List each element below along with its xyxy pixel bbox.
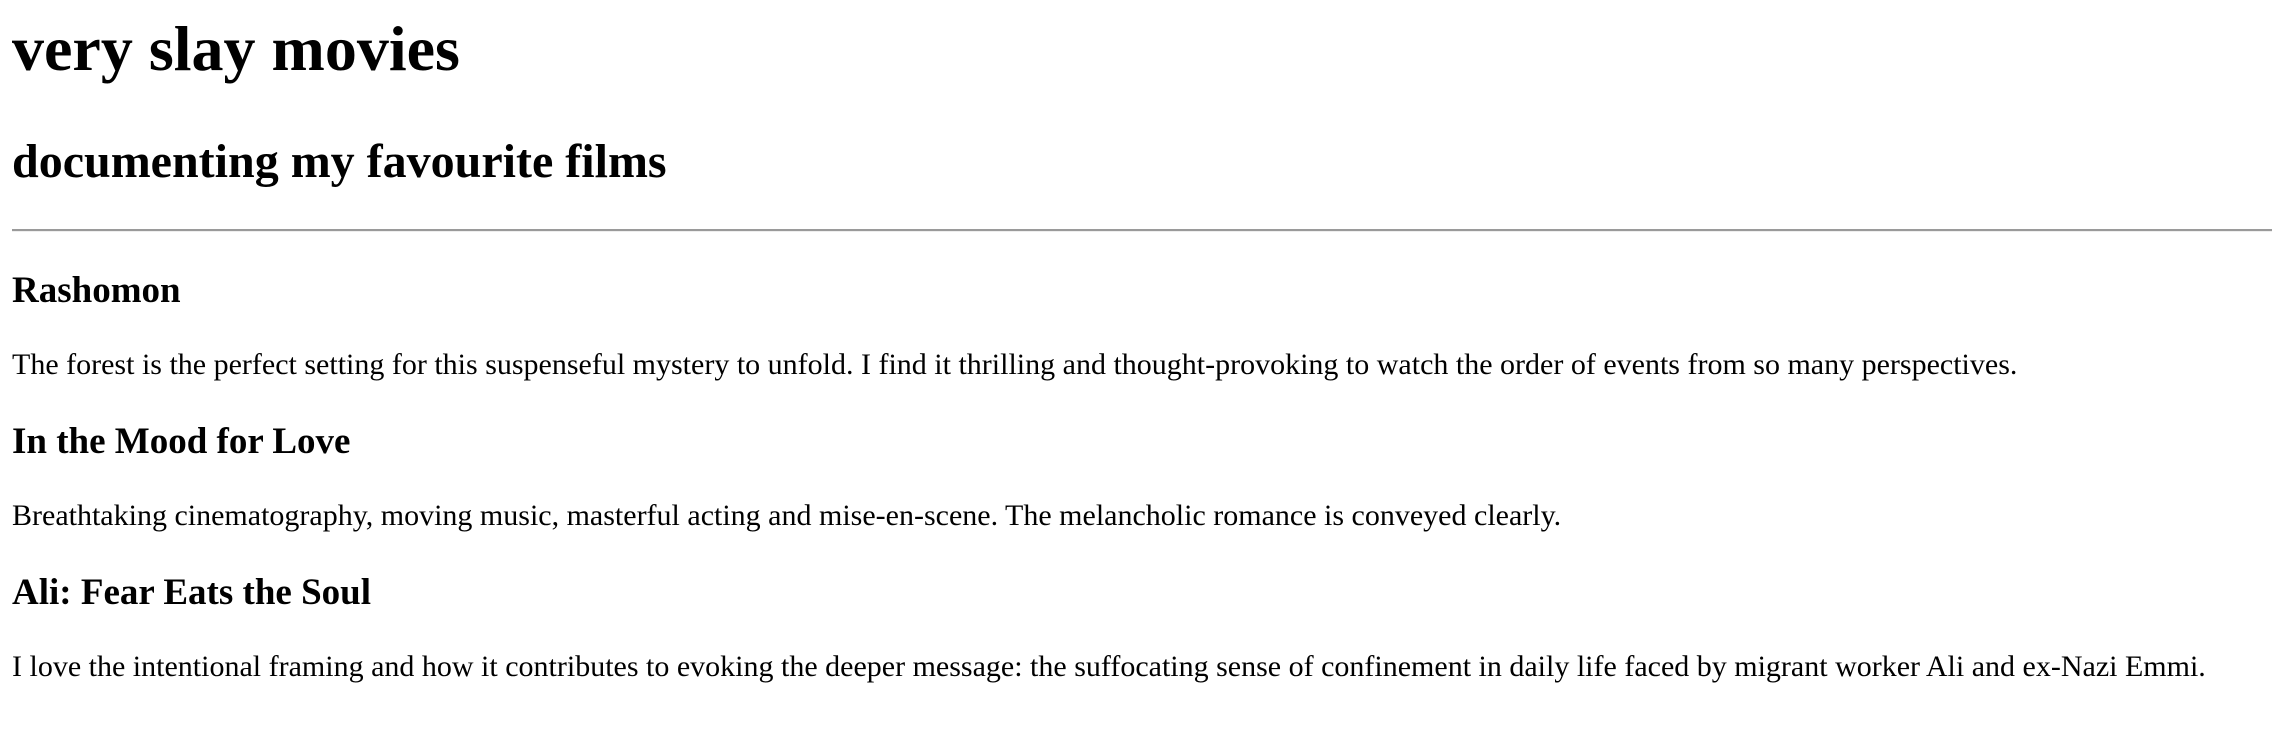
- film-entry-in-the-mood-for-love: [12, 420, 2272, 534]
- film-title: Rashomon: [12, 270, 181, 311]
- divider: [12, 229, 2272, 232]
- film-review: I love the intentional framing and how it contributes to evoking the deeper message: the suffocating sense of confinement in daily life faced by migrant worker Ali and ex-Nazi Emmi.: [12, 650, 2206, 683]
- page-subtitle: documenting my favourite films: [12, 135, 667, 188]
- page-title: very slay movies: [12, 13, 460, 84]
- film-title: Ali: Fear Eats the Soul: [12, 572, 372, 613]
- film-review: Breathtaking cinematography, moving music, masterful acting and mise-en-scene. The melancholic romance is conveyed clearly.: [12, 499, 1562, 532]
- film-entry-ali-fear-eats-the-soul: [12, 571, 2272, 685]
- film-entry-rashomon: [12, 269, 2272, 383]
- film-review: The forest is the perfect setting for this suspenseful mystery to unfold. I find it thrilling and thought-provoking to watch the order of events from so many perspectives.: [12, 348, 2018, 381]
- film-title: In the Mood for Love: [12, 421, 351, 462]
